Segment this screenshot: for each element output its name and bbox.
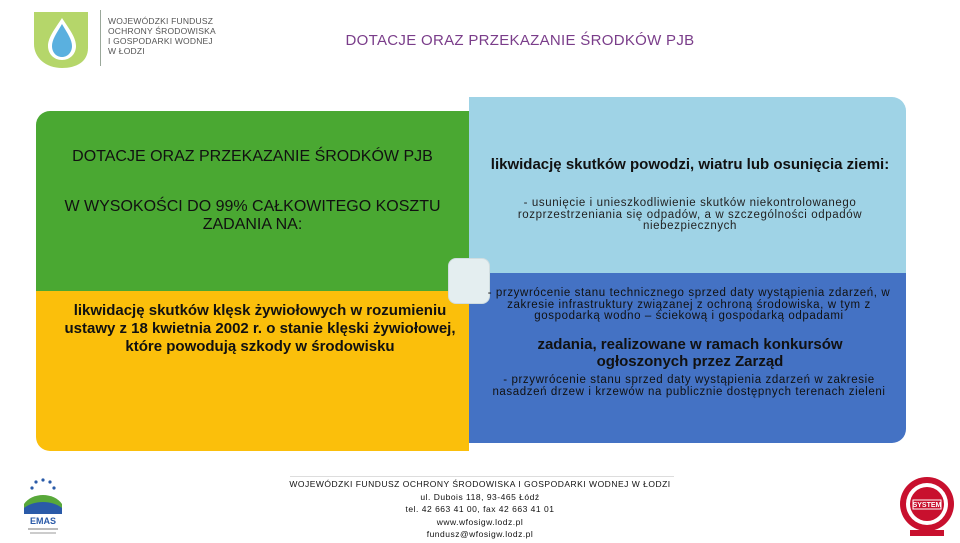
green-panel-subtitle: W WYSOKOŚCI DO 99% CAŁKOWITEGO KOSZTU ZADANIA NA:	[64, 198, 441, 233]
footer-email[interactable]: fundusz@wfosigw.lodz.pl	[426, 529, 534, 539]
footer-address: ul. Dubois 118, 93-465 Łódź	[420, 491, 540, 502]
logo-line: I GOSPODARKI WODNEJ	[108, 36, 213, 46]
blue-panel-heading: zadania, realizowane w ramach konkursów ogłoszonych przez Zarząd	[537, 336, 843, 370]
blue-panel-bullet-1: - przywrócenie stanu technicznego sprzed daty wystąpienia zdarzeń, w zakresie infrastruktury związanej z ochroną środowiska, w tym z gospodarką wodno – ściekową i gospodarką odpadami	[487, 287, 891, 322]
yellow-panel-text: likwidację skutków klęsk żywiołowych w rozumieniu ustawy z 18 kwietnia 2002 r. o stanie klęski żywiołowej, które powodują szkody w środowisku	[64, 302, 456, 355]
footer-org: WOJEWÓDZKI FUNDUSZ OCHRONY ŚRODOWISKA I GOSPODARKI WODNEJ W ŁODZI	[289, 479, 671, 489]
emas-logo-icon	[18, 474, 68, 538]
emas-label: EMAS	[29, 516, 57, 526]
blue-panel-bullet-2: - przywrócenie stanu sprzed daty wystąpienia zdarzeń w zakresie nasadzeń drzew i krzewów na publicznie dostępnych terenach zieleni	[492, 374, 886, 398]
emas-badge	[18, 474, 68, 538]
certification-seal	[896, 474, 958, 538]
page-title: DOTACJE ORAZ PRZEKAZANIE ŚRODKÓW PJB	[345, 32, 695, 49]
logo-drop-icon	[28, 8, 98, 70]
logo-line: W ŁODZI	[108, 46, 145, 56]
logo-text	[108, 16, 216, 56]
footer-contact	[260, 478, 700, 541]
lightblue-panel-bullet: - usunięcie i unieszkodliwienie skutków niekontrolowanego rozprzestrzeniania się odpadów, a w szczególności odpadów niebezpiecznych	[517, 197, 863, 232]
footer-phone: tel. 42 663 41 00, fax 42 663 41 01	[405, 504, 555, 514]
logo-line: OCHRONY ŚRODOWISKA	[108, 26, 216, 36]
logo-divider	[100, 10, 101, 66]
certification-seal-icon	[896, 474, 958, 538]
logo-line: WOJEWÓDZKI FUNDUSZ	[108, 16, 214, 26]
lightblue-panel-heading: likwidację skutków powodzi, wiatru lub osunięcia ziemi:	[490, 156, 890, 173]
green-panel-title: DOTACJE ORAZ PRZEKAZANIE ŚRODKÓW PJB	[72, 148, 433, 165]
lightblue-panel	[469, 97, 906, 273]
cert-label: SYSTEM	[912, 502, 942, 509]
footer-website[interactable]: www.wfosigw.lodz.pl	[436, 516, 524, 527]
footer-rule	[290, 476, 674, 477]
